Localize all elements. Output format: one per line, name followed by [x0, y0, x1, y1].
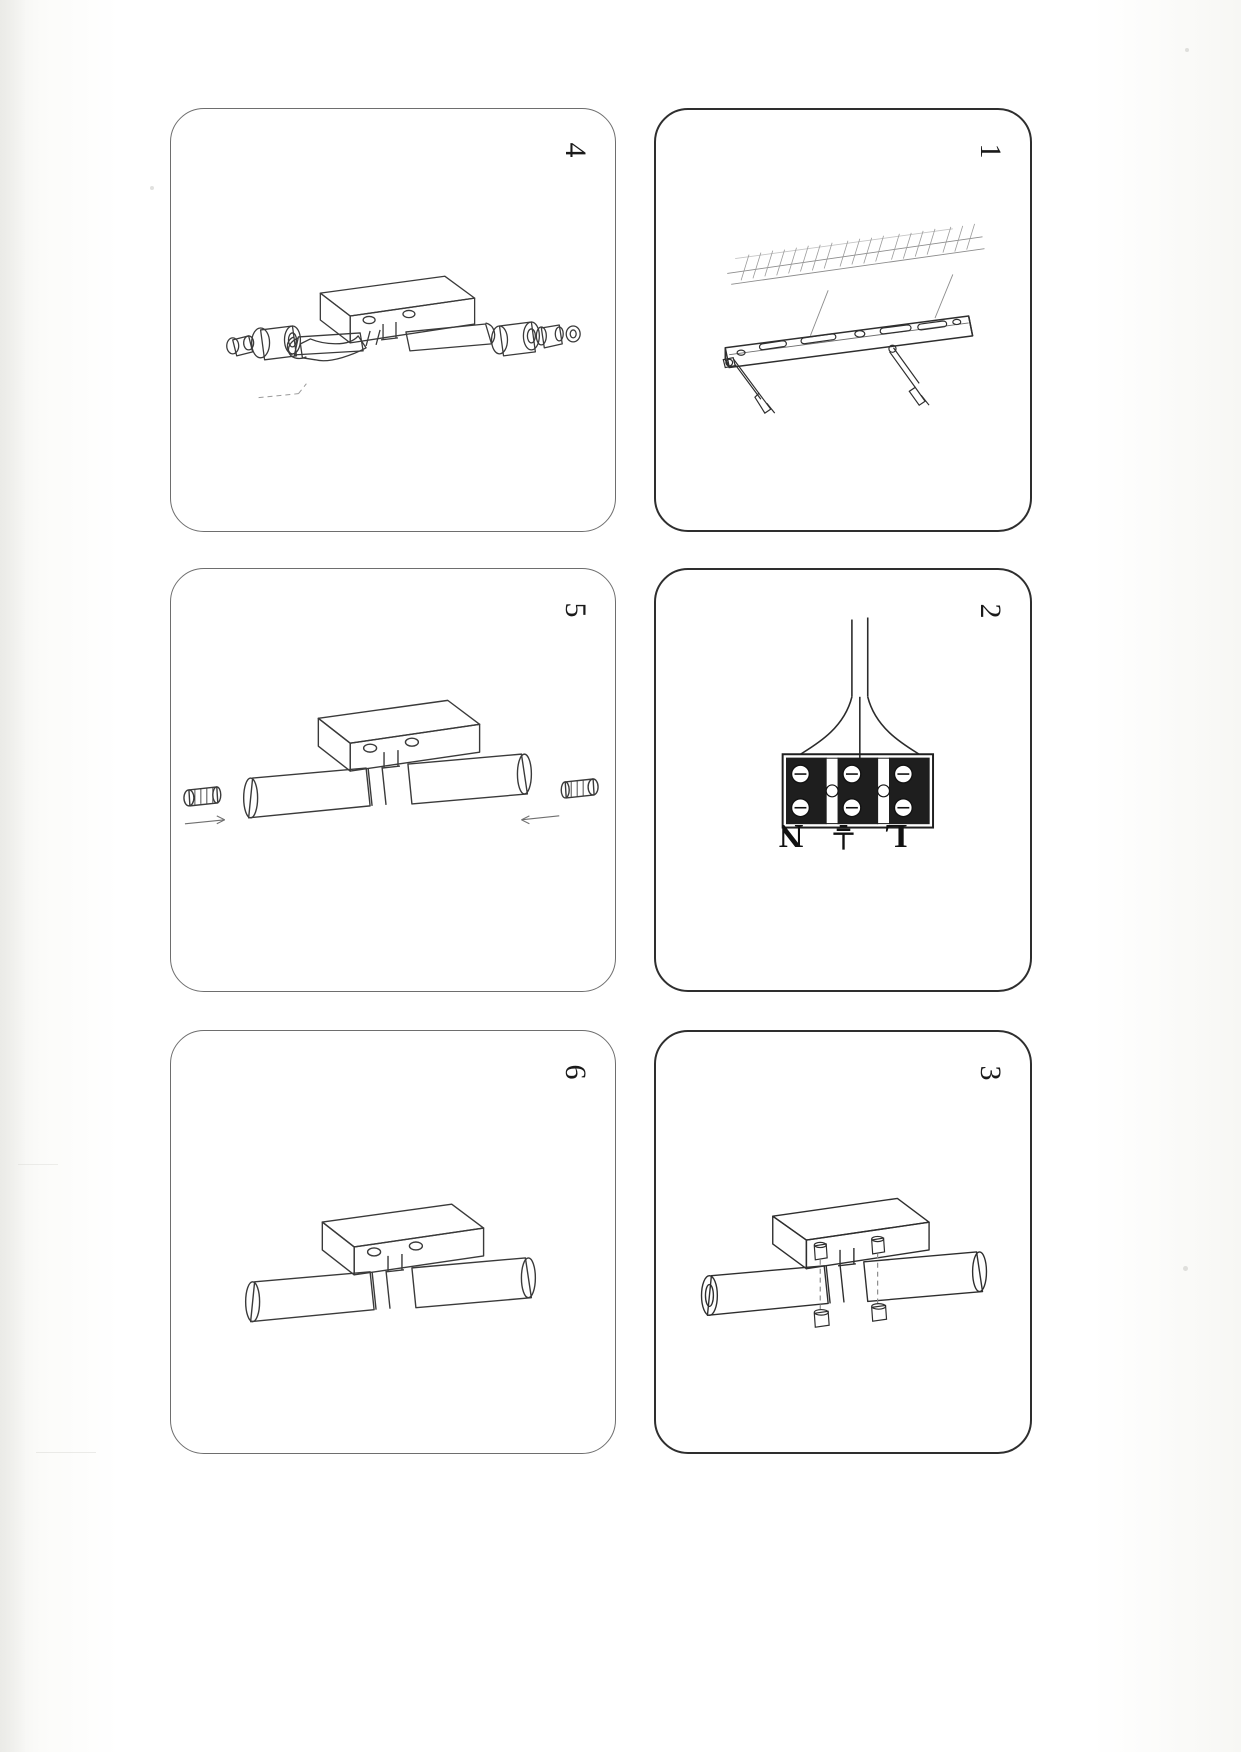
instruction-panel-step-6 [170, 1030, 616, 1454]
panel-number-step-3: 3 [974, 1065, 1007, 1081]
terminal-label-live: L [884, 817, 908, 854]
terminal-label-row [656, 816, 1030, 860]
artwork-step-1 [656, 110, 1030, 530]
panel-number-step-5: 5 [559, 602, 592, 618]
artwork-step-5 [171, 569, 615, 991]
instruction-panel-step-2 [654, 568, 1032, 992]
panel-number-step-6: 6 [559, 1064, 592, 1080]
panel-number-step-1: 1 [974, 143, 1007, 159]
terminal-label-neutral: N [778, 817, 804, 854]
artwork-step-4 [171, 109, 615, 531]
artwork-step-6 [171, 1031, 615, 1453]
artwork-step-2 [656, 570, 1030, 990]
panel-number-step-2: 2 [974, 603, 1007, 619]
instruction-panel-step-4 [170, 108, 616, 532]
artwork-step-3 [656, 1032, 1030, 1452]
panel-number-step-4: 4 [559, 142, 592, 158]
earth-symbol-icon: ⏚ [829, 818, 859, 851]
instruction-panel-step-1 [654, 108, 1032, 532]
instruction-panel-step-3 [654, 1030, 1032, 1454]
instruction-panel-step-5 [170, 568, 616, 992]
